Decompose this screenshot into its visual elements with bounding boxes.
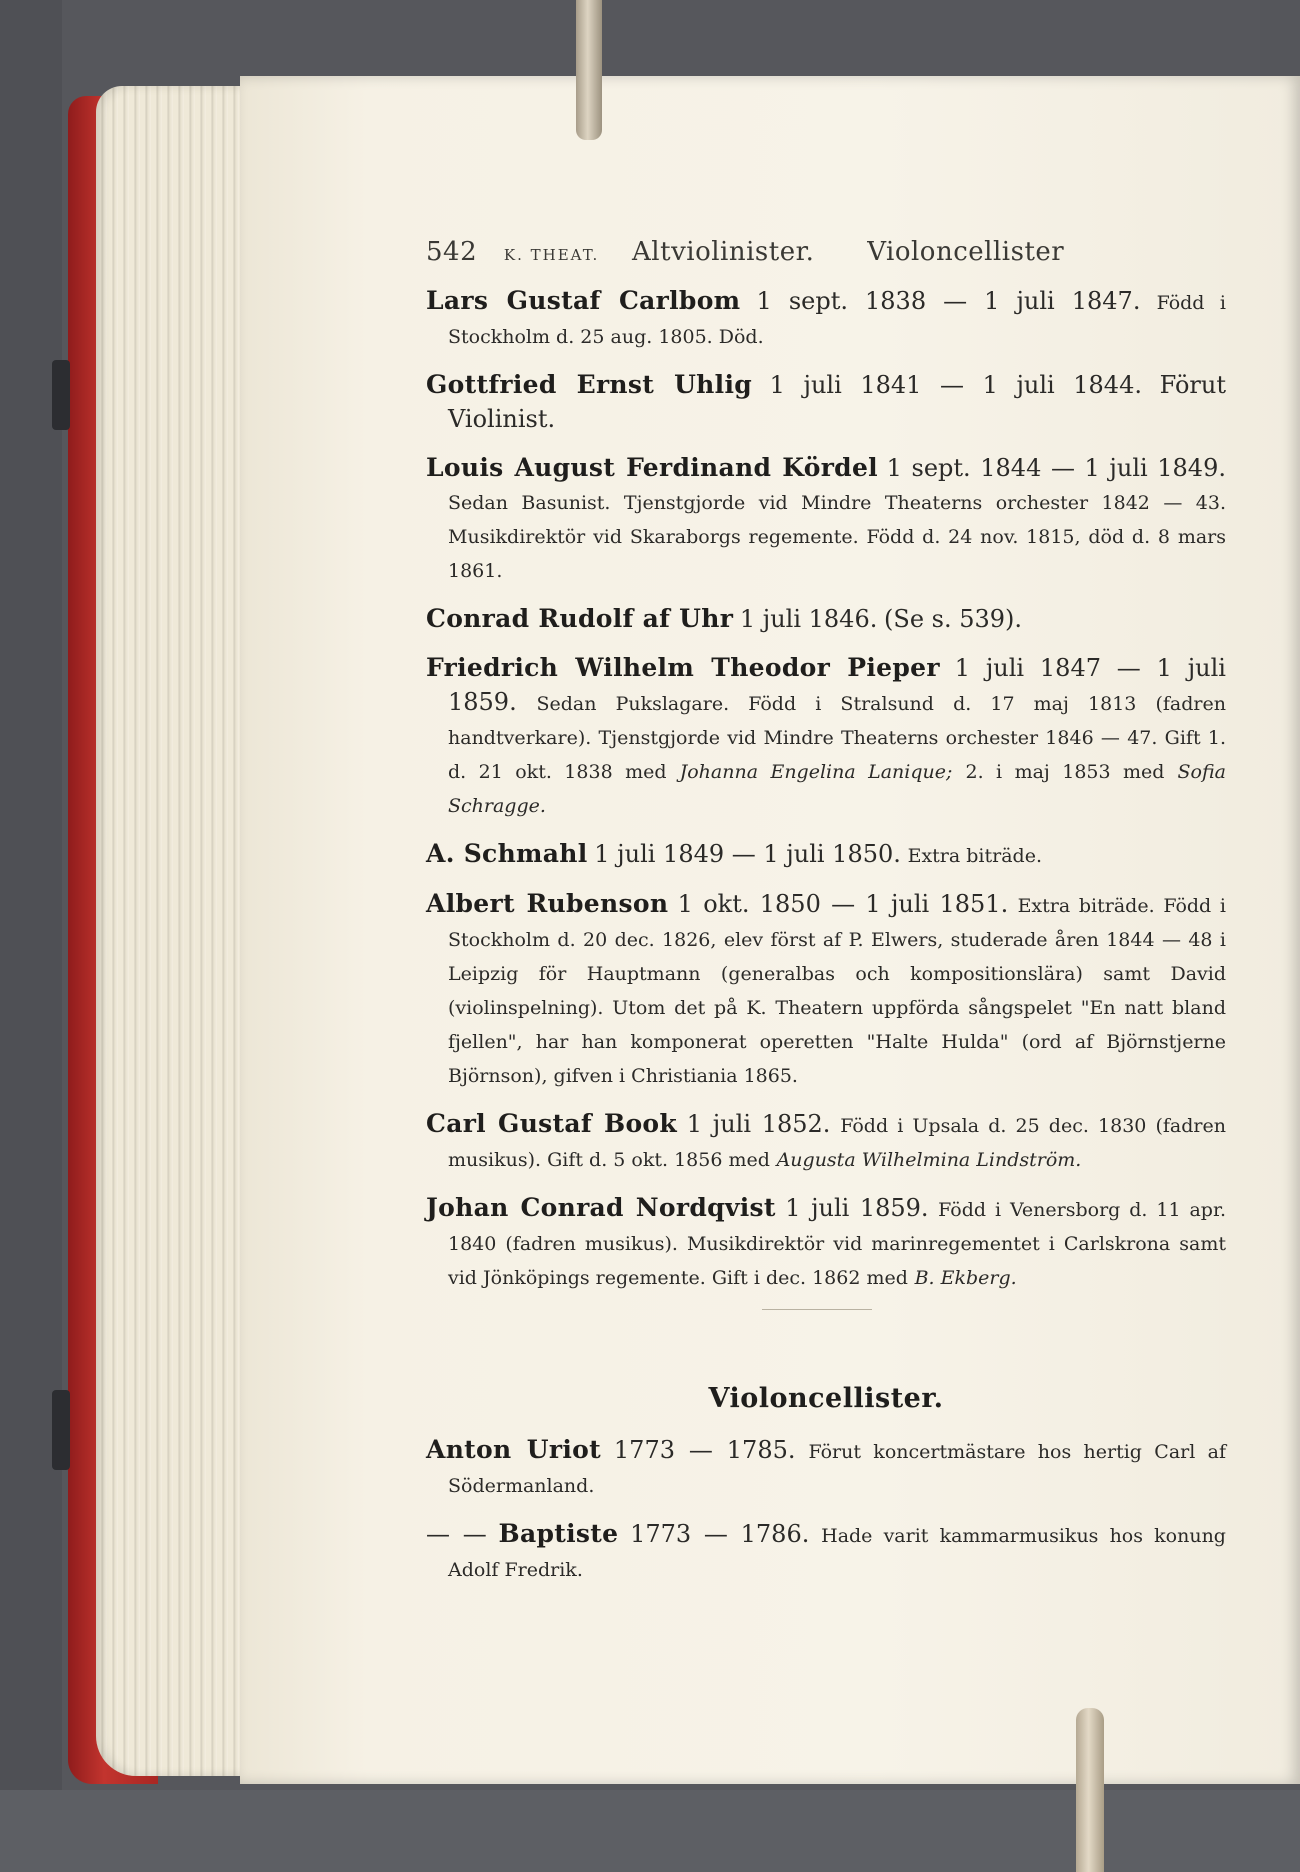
entry	[426, 1517, 1226, 1587]
entry-spouse: Augusta Wilhelmina Lindström.	[776, 1149, 1082, 1171]
section-title: Violoncellister.	[708, 1383, 944, 1414]
entry-ditto-prefix: — —	[426, 1520, 487, 1548]
entry-name: Lars Gustaf Carlbom	[426, 286, 741, 315]
entry	[426, 1107, 1226, 1177]
entry-dates: 1 juli 1847 — 1 juli 1859.	[448, 654, 1226, 716]
entry-note: Född i Venersborg d. 11 apr. 1840 (fadren musikus). Musikdirektör vid marinregementet i Carlskrona samt vid Jönköpings regemente. Gift i dec. 1862 med	[448, 1199, 1226, 1289]
entry	[426, 284, 1226, 354]
entry	[426, 651, 1226, 823]
entry-note-continued: 2. i maj 1853 med	[965, 761, 1165, 783]
entry-name: Baptiste	[498, 1519, 619, 1548]
entry-name: Anton Uriot	[426, 1435, 601, 1464]
scanner-background-bottom	[0, 1790, 1300, 1872]
entry	[426, 837, 1226, 873]
entry-dates: 1 juli 1846.	[739, 605, 878, 633]
cover-clasp-upper	[52, 360, 70, 430]
entry-name: Carl Gustaf Book	[426, 1109, 678, 1138]
page-text	[426, 236, 1226, 1601]
entry-note: Sedan Basunist. Tjenstgjorde vid Mindre Theaterns orchester 1842 — 43. Musikdirektör vid Skaraborgs regemente. Född d. 24 nov. 1815, död d. 8 mars 1861.	[448, 492, 1226, 582]
entry-note: Förut Violinist.	[448, 371, 1226, 433]
entry-note: Född i Upsala d. 25 dec. 1830 (fadren musikus). Gift d. 5 okt. 1856 med	[448, 1115, 1226, 1171]
running-title-right: Violoncellister	[867, 237, 1065, 267]
entry-name: Friedrich Wilhelm Theodor Pieper	[426, 653, 940, 682]
entry	[426, 887, 1226, 1093]
entry	[426, 368, 1226, 437]
entry-name: Johan Conrad Nordqvist	[426, 1193, 776, 1222]
page-number: 542	[426, 237, 478, 267]
section-divider	[762, 1309, 872, 1310]
entry-spouse: Johanna Engelina Lanique;	[679, 761, 953, 783]
entry-dates: 1 okt. 1850 — 1 juli 1851.	[677, 890, 1009, 918]
entry-name: A. Schmahl	[426, 839, 588, 868]
section-abbrev: K. THEAT.	[503, 246, 600, 264]
entry-dates: 1 sept. 1838 — 1 juli 1847.	[756, 287, 1141, 315]
page-edges	[96, 86, 256, 1776]
entry-dates: 1 juli 1841 — 1 juli 1844.	[769, 371, 1142, 399]
entry-name: Conrad Rudolf af Uhr	[426, 604, 734, 633]
entry	[426, 1433, 1226, 1503]
entry-dates: 1 sept. 1844 — 1 juli 1849.	[886, 454, 1226, 482]
entry-note: Förut koncertmästare hos hertig Carl af Södermanland.	[448, 1441, 1226, 1497]
scanner-background-left	[0, 0, 62, 1872]
entry-spouse: B. Ekberg.	[914, 1267, 1017, 1289]
entry-note: Sedan Pukslagare. Född i Stralsund d. 17 maj 1813 (fadren handtverkare). Tjenstgjorde vid Mindre Theaterns orchester 1846 — 47. Gift 1. d. 21 okt. 1838 med	[448, 693, 1226, 783]
running-title-left: Altviolinister.	[632, 237, 815, 267]
holder-strap-top	[576, 0, 602, 140]
entry-dates: 1 juli 1859.	[785, 1194, 929, 1222]
entry-note: Född i Stockholm d. 25 aug. 1805. Död.	[448, 292, 1226, 348]
entry-name: Gottfried Ernst Uhlig	[426, 370, 753, 399]
entry-dates: 1 juli 1852.	[686, 1110, 831, 1138]
entry	[426, 602, 1226, 637]
entry-note: (Se s. 539).	[884, 605, 1023, 633]
entry-note: Extra biträde.	[907, 845, 1042, 867]
entry-name: Albert Rubenson	[426, 889, 669, 918]
entry-dates: 1773 — 1786.	[630, 1520, 810, 1548]
entry-spouse: Sofia Schragge.	[448, 761, 1226, 817]
entry-dates: 1 juli 1849 — 1 juli 1850.	[594, 840, 901, 868]
cover-clasp-lower	[52, 1390, 70, 1470]
holder-strap-bottom	[1076, 1708, 1104, 1872]
running-head	[426, 236, 1226, 272]
entry	[426, 1191, 1226, 1295]
entry-note: Hade varit kammarmusikus hos konung Adolf Fredrik.	[448, 1525, 1226, 1581]
entry-name: Louis August Ferdinand Kördel	[426, 453, 878, 482]
entry-note: Extra biträde. Född i Stockholm d. 20 dec. 1826, elev först af P. Elwers, studerade åren 1844 — 48 i Leipzig för Hauptmann (generalbas och kompositionslära) samt David (violinspelning). Utom det på K. Theatern uppförda sångspelet "En natt bland fjellen", har han komponerat operetten "Halte Hulda" (ord af Björnstjerne Björnson), gifven i Christiania 1865.	[448, 895, 1226, 1087]
entry	[426, 451, 1226, 588]
entry-dates: 1773 — 1785.	[613, 1436, 796, 1464]
